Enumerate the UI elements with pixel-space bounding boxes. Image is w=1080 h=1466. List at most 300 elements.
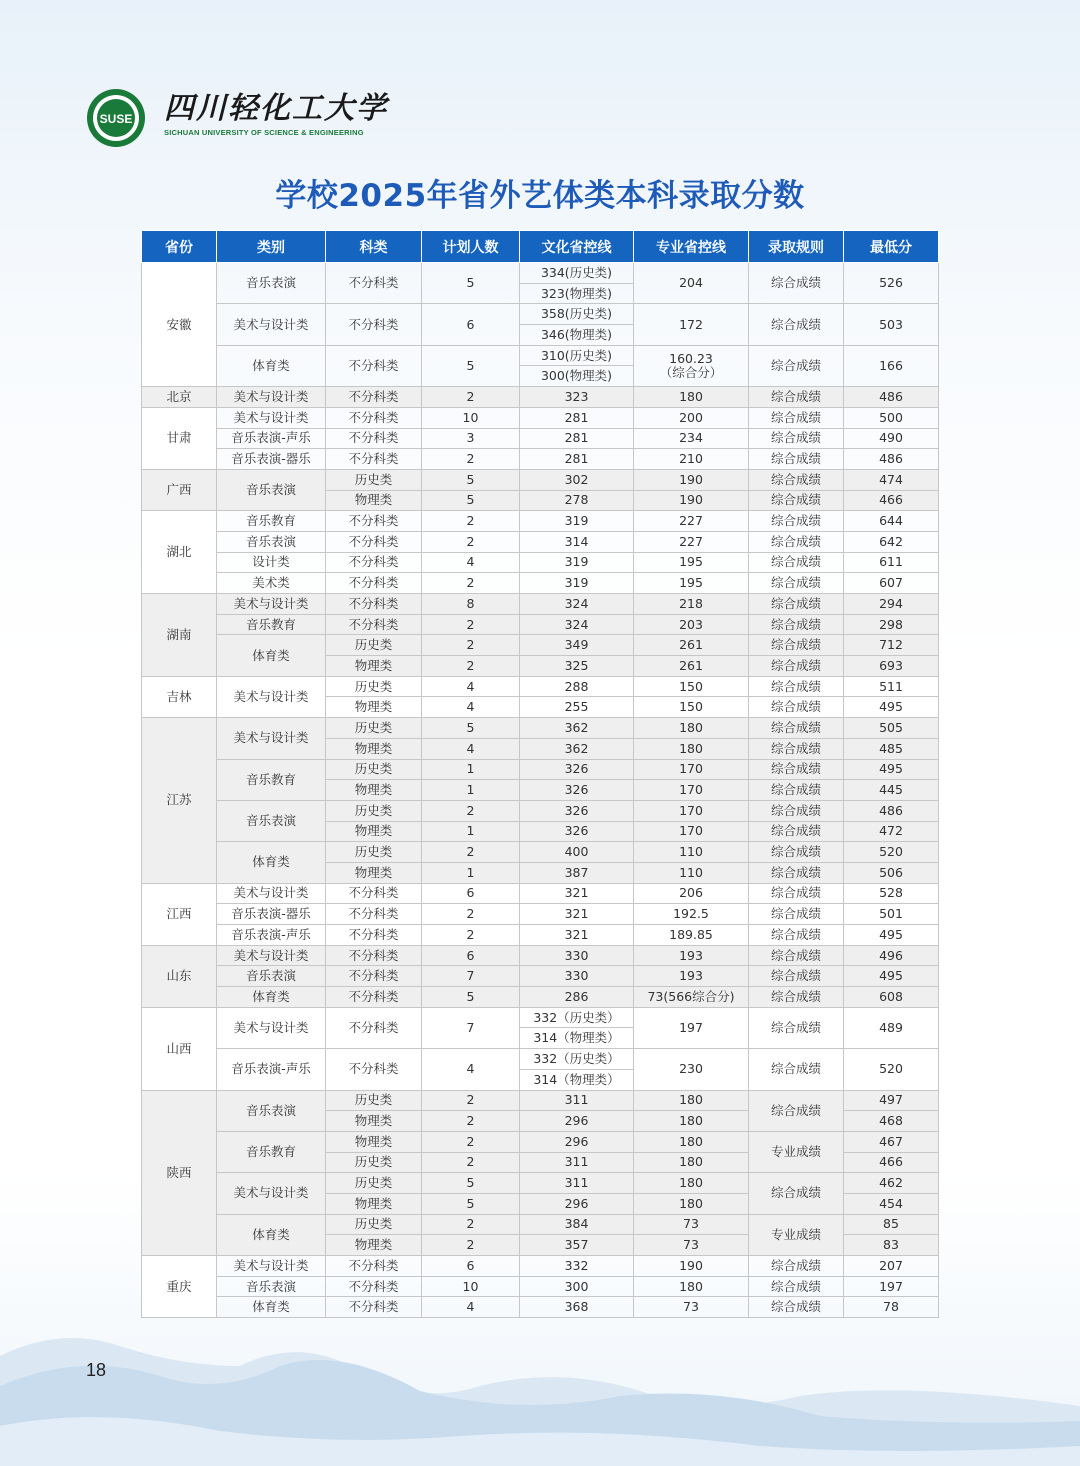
table-cell: 2	[422, 842, 520, 863]
table-row	[142, 345, 939, 366]
logo-mark-text: SUSE	[99, 112, 133, 126]
table-cell: 314	[520, 531, 634, 552]
table-row	[142, 1173, 939, 1194]
table-cell: 历史类	[326, 842, 422, 863]
table-cell: 综合成绩	[749, 345, 844, 386]
table-cell: 495	[844, 925, 939, 946]
table-row	[142, 676, 939, 697]
table-row	[142, 904, 939, 925]
table-cell: 197	[844, 1276, 939, 1297]
table-row	[142, 1214, 939, 1235]
table-cell: 319	[520, 511, 634, 532]
table-cell: 不分科类	[326, 966, 422, 987]
table-cell: 526	[844, 263, 939, 304]
table-cell: 综合成绩	[749, 573, 844, 594]
table-cell: 170	[634, 759, 749, 780]
table-cell: 611	[844, 552, 939, 573]
table-cell: 3	[422, 428, 520, 449]
table-row	[142, 883, 939, 904]
university-seal-logo	[86, 88, 146, 148]
table-cell: 综合成绩	[749, 531, 844, 552]
table-cell: 180	[634, 1193, 749, 1214]
table-row	[142, 263, 939, 284]
table-cell: 体育类	[217, 1214, 326, 1255]
table-cell: 324	[520, 594, 634, 615]
table-cell: 8	[422, 594, 520, 615]
table-row	[142, 945, 939, 966]
table-cell: 4	[422, 676, 520, 697]
table-cell: 230	[634, 1049, 749, 1090]
table-row	[142, 925, 939, 946]
table-cell: 5	[422, 469, 520, 490]
table-cell: 综合成绩	[749, 428, 844, 449]
table-cell: 296	[520, 1111, 634, 1132]
table-cell: 综合成绩	[749, 904, 844, 925]
province-cell: 吉林	[142, 676, 217, 717]
table-cell: 520	[844, 842, 939, 863]
table-cell: 332（历史类）	[520, 1049, 634, 1070]
table-cell: 音乐表演-声乐	[217, 1049, 326, 1090]
province-cell: 山东	[142, 945, 217, 1007]
table-cell: 综合成绩	[749, 511, 844, 532]
table-cell: 历史类	[326, 1214, 422, 1235]
table-cell: 255	[520, 697, 634, 718]
table-cell: 2	[422, 1235, 520, 1256]
table-cell: 音乐表演	[217, 469, 326, 510]
table-cell: 400	[520, 842, 634, 863]
university-name-cn: 四川轻化工大学	[164, 91, 388, 126]
table-cell: 2	[422, 1214, 520, 1235]
table-cell: 综合成绩	[749, 925, 844, 946]
page-title: 学校2025年省外艺体类本科录取分数	[275, 178, 805, 214]
table-cell: 326	[520, 821, 634, 842]
province-cell: 山西	[142, 1007, 217, 1090]
table-cell: 323	[520, 387, 634, 408]
table-cell: 486	[844, 800, 939, 821]
table-cell: 美术与设计类	[217, 304, 326, 345]
table-cell: 体育类	[217, 345, 326, 386]
table-cell: 206	[634, 883, 749, 904]
table-cell: 5	[422, 718, 520, 739]
table-cell: 不分科类	[326, 345, 422, 386]
table-cell: 4	[422, 738, 520, 759]
table-cell: 物理类	[326, 490, 422, 511]
table-cell: 445	[844, 780, 939, 801]
table-cell: 7	[422, 966, 520, 987]
table-cell: 193	[634, 966, 749, 987]
table-cell: 496	[844, 945, 939, 966]
table-row	[142, 428, 939, 449]
table-cell: 物理类	[326, 821, 422, 842]
table-cell: 495	[844, 759, 939, 780]
table-cell: 综合成绩	[749, 594, 844, 615]
table-cell: 358(历史类)	[520, 304, 634, 325]
table-row	[142, 511, 939, 532]
table-cell: 85	[844, 1214, 939, 1235]
col-header-culture-line: 文化省控线	[520, 231, 634, 263]
province-cell: 江苏	[142, 718, 217, 884]
table-cell: 495	[844, 966, 939, 987]
table-cell: 综合成绩	[749, 1007, 844, 1048]
table-cell: 物理类	[326, 1131, 422, 1152]
table-cell: 180	[634, 1173, 749, 1194]
table-cell: 170	[634, 821, 749, 842]
col-header-province: 省份	[142, 231, 217, 263]
table-cell: 历史类	[326, 800, 422, 821]
university-name-en: SICHUAN UNIVERSITY OF SCIENCE & ENGINEERING	[164, 128, 364, 137]
col-header-admission-rule: 录取规则	[749, 231, 844, 263]
table-cell: 346(物理类)	[520, 325, 634, 346]
table-cell: 不分科类	[326, 904, 422, 925]
table-cell: 110	[634, 842, 749, 863]
table-cell: 332（历史类）	[520, 1007, 634, 1028]
table-cell: 326	[520, 800, 634, 821]
table-cell: 不分科类	[326, 428, 422, 449]
province-cell: 广西	[142, 469, 217, 510]
table-row	[142, 1007, 939, 1028]
table-cell: 综合成绩	[749, 697, 844, 718]
table-cell: 综合成绩	[749, 1090, 844, 1131]
table-cell: 321	[520, 925, 634, 946]
table-cell: 334(历史类)	[520, 263, 634, 284]
table-row	[142, 614, 939, 635]
table-cell: 不分科类	[326, 387, 422, 408]
table-cell: 503	[844, 304, 939, 345]
table-cell: 4	[422, 1297, 520, 1318]
table-row	[142, 635, 939, 656]
table-cell: 美术与设计类	[217, 387, 326, 408]
table-cell: 281	[520, 449, 634, 470]
table-cell: 物理类	[326, 862, 422, 883]
table-cell: 207	[844, 1256, 939, 1277]
table-cell: 210	[634, 449, 749, 470]
table-cell: 218	[634, 594, 749, 615]
table-cell: 281	[520, 407, 634, 428]
table-cell: 不分科类	[326, 1007, 422, 1048]
table-cell: 326	[520, 780, 634, 801]
table-cell: 体育类	[217, 987, 326, 1008]
table-cell: 288	[520, 676, 634, 697]
table-cell: 501	[844, 904, 939, 925]
table-cell: 音乐表演-声乐	[217, 925, 326, 946]
col-header-major-line: 专业省控线	[634, 231, 749, 263]
table-cell: 2	[422, 449, 520, 470]
table-cell: 712	[844, 635, 939, 656]
table-cell: 综合成绩	[749, 387, 844, 408]
table-cell: 综合成绩	[749, 449, 844, 470]
table-cell: 2	[422, 1131, 520, 1152]
table-cell: 历史类	[326, 676, 422, 697]
table-cell: 综合成绩	[749, 1173, 844, 1214]
table-cell: 不分科类	[326, 1276, 422, 1297]
table-cell: 300(物理类)	[520, 366, 634, 387]
table-cell: 511	[844, 676, 939, 697]
table-cell: 78	[844, 1297, 939, 1318]
table-cell: 474	[844, 469, 939, 490]
table-cell: 314（物理类）	[520, 1069, 634, 1090]
table-cell: 历史类	[326, 1152, 422, 1173]
table-cell: 190	[634, 490, 749, 511]
table-cell: 490	[844, 428, 939, 449]
table-cell: 不分科类	[326, 263, 422, 304]
page-number: 18	[86, 1360, 107, 1380]
table-row	[142, 842, 939, 863]
table-cell: 180	[634, 387, 749, 408]
table-row	[142, 1131, 939, 1152]
table-body	[142, 263, 939, 1318]
table-cell: 音乐表演-器乐	[217, 904, 326, 925]
table-cell: 综合成绩	[749, 821, 844, 842]
table-row	[142, 594, 939, 615]
table-cell: 综合成绩	[749, 490, 844, 511]
table-cell: 不分科类	[326, 925, 422, 946]
table-cell: 608	[844, 987, 939, 1008]
table-cell: 325	[520, 656, 634, 677]
table-cell: 166	[844, 345, 939, 386]
table-cell: 486	[844, 449, 939, 470]
table-cell: 261	[634, 635, 749, 656]
table-cell: 83	[844, 1235, 939, 1256]
table-cell: 190	[634, 1256, 749, 1277]
table-cell: 323(物理类)	[520, 283, 634, 304]
table-cell: 音乐表演-声乐	[217, 428, 326, 449]
table-cell: 音乐表演-器乐	[217, 449, 326, 470]
table-cell: 150	[634, 697, 749, 718]
table-cell: 286	[520, 987, 634, 1008]
table-cell: 500	[844, 407, 939, 428]
table-cell: 357	[520, 1235, 634, 1256]
table-cell: 历史类	[326, 1090, 422, 1111]
table-cell: 综合成绩	[749, 718, 844, 739]
table-cell: 296	[520, 1131, 634, 1152]
table-cell: 200	[634, 407, 749, 428]
table-cell: 10	[422, 1276, 520, 1297]
province-cell: 北京	[142, 387, 217, 408]
table-cell: 不分科类	[326, 304, 422, 345]
table-cell: 180	[634, 738, 749, 759]
table-cell: 2	[422, 573, 520, 594]
table-cell: 110	[634, 862, 749, 883]
table-cell: 190	[634, 469, 749, 490]
table-cell: 音乐表演	[217, 800, 326, 841]
table-row	[142, 966, 939, 987]
table-cell: 不分科类	[326, 1256, 422, 1277]
table-cell: 6	[422, 883, 520, 904]
table-cell: 472	[844, 821, 939, 842]
table-cell: 2	[422, 925, 520, 946]
table-cell: 294	[844, 594, 939, 615]
table-cell: 美术与设计类	[217, 407, 326, 428]
table-cell: 368	[520, 1297, 634, 1318]
table-cell: 综合成绩	[749, 842, 844, 863]
table-cell: 不分科类	[326, 531, 422, 552]
table-cell: 362	[520, 718, 634, 739]
table-cell: 10	[422, 407, 520, 428]
table-cell: 180	[634, 1090, 749, 1111]
table-cell: 1	[422, 862, 520, 883]
table-cell: 不分科类	[326, 987, 422, 1008]
table-cell: 311	[520, 1090, 634, 1111]
col-header-subject: 科类	[326, 231, 422, 263]
table-cell: 综合成绩	[749, 1276, 844, 1297]
table-row	[142, 800, 939, 821]
table-cell: 298	[844, 614, 939, 635]
table-cell: 综合成绩	[749, 966, 844, 987]
table-cell: 物理类	[326, 738, 422, 759]
table-cell: 音乐表演	[217, 1276, 326, 1297]
table-cell: 311	[520, 1173, 634, 1194]
table-cell: 495	[844, 697, 939, 718]
table-cell: 73	[634, 1235, 749, 1256]
table-cell: 73(566综合分)	[634, 987, 749, 1008]
table-cell: 5	[422, 490, 520, 511]
table-cell: 2	[422, 531, 520, 552]
table-cell: 193	[634, 945, 749, 966]
table-cell: 2	[422, 635, 520, 656]
table-cell: 2	[422, 1111, 520, 1132]
table-cell: 197	[634, 1007, 749, 1048]
table-cell: 历史类	[326, 1173, 422, 1194]
table-cell: 195	[634, 573, 749, 594]
table-cell: 5	[422, 345, 520, 386]
table-cell: 2	[422, 387, 520, 408]
table-cell: 302	[520, 469, 634, 490]
table-cell: 音乐教育	[217, 614, 326, 635]
table-cell: 历史类	[326, 759, 422, 780]
province-cell: 湖南	[142, 594, 217, 677]
table-cell: 音乐表演	[217, 263, 326, 304]
table-cell: 349	[520, 635, 634, 656]
table-cell: 物理类	[326, 1235, 422, 1256]
table-cell: 4	[422, 552, 520, 573]
table-cell: 综合成绩	[749, 676, 844, 697]
table-cell: 1	[422, 780, 520, 801]
table-cell: 美术与设计类	[217, 1173, 326, 1214]
table-cell: 189.85	[634, 925, 749, 946]
mountain-background	[0, 1296, 1080, 1466]
table-cell: 387	[520, 862, 634, 883]
table-cell: 不分科类	[326, 552, 422, 573]
table-cell: 物理类	[326, 697, 422, 718]
table-row	[142, 387, 939, 408]
table-cell: 音乐表演	[217, 531, 326, 552]
table-row	[142, 1276, 939, 1297]
table-cell: 物理类	[326, 1193, 422, 1214]
table-cell: 300	[520, 1276, 634, 1297]
table-cell: 203	[634, 614, 749, 635]
table-row	[142, 573, 939, 594]
table-cell: 2	[422, 511, 520, 532]
table-cell: 204	[634, 263, 749, 304]
table-cell: 不分科类	[326, 614, 422, 635]
province-cell: 重庆	[142, 1256, 217, 1318]
table-cell: 综合成绩	[749, 304, 844, 345]
table-cell: 不分科类	[326, 883, 422, 904]
table-cell: 311	[520, 1152, 634, 1173]
table-cell: 综合成绩	[749, 883, 844, 904]
table-cell: 160.23 （综合分）	[634, 345, 749, 386]
table-cell: 468	[844, 1111, 939, 1132]
table-cell: 物理类	[326, 780, 422, 801]
table-cell: 综合成绩	[749, 759, 844, 780]
table-cell: 310(历史类)	[520, 345, 634, 366]
table-cell: 物理类	[326, 1111, 422, 1132]
table-cell: 不分科类	[326, 594, 422, 615]
table-cell: 不分科类	[326, 449, 422, 470]
table-cell: 综合成绩	[749, 780, 844, 801]
table-cell: 不分科类	[326, 1049, 422, 1090]
table-cell: 5	[422, 1173, 520, 1194]
table-cell: 180	[634, 1131, 749, 1152]
table-cell: 319	[520, 573, 634, 594]
table-cell: 5	[422, 1193, 520, 1214]
table-cell: 195	[634, 552, 749, 573]
table-row	[142, 1049, 939, 1070]
table-cell: 美术与设计类	[217, 676, 326, 717]
table-cell: 4	[422, 697, 520, 718]
table-cell: 综合成绩	[749, 738, 844, 759]
table-cell: 227	[634, 531, 749, 552]
table-cell: 综合成绩	[749, 945, 844, 966]
table-cell: 不分科类	[326, 511, 422, 532]
table-row	[142, 552, 939, 573]
table-row	[142, 1256, 939, 1277]
table-cell: 综合成绩	[749, 656, 844, 677]
table-cell: 170	[634, 800, 749, 821]
table-cell: 5	[422, 987, 520, 1008]
province-cell: 湖北	[142, 511, 217, 594]
table-row	[142, 1297, 939, 1318]
table-cell: 历史类	[326, 718, 422, 739]
university-brand	[164, 92, 388, 137]
table-cell: 486	[844, 387, 939, 408]
table-cell: 278	[520, 490, 634, 511]
table-cell: 2	[422, 1152, 520, 1173]
table-cell: 319	[520, 552, 634, 573]
table-cell: 506	[844, 862, 939, 883]
table-cell: 美术与设计类	[217, 883, 326, 904]
table-cell: 528	[844, 883, 939, 904]
table-cell: 综合成绩	[749, 1297, 844, 1318]
table-cell: 73	[634, 1214, 749, 1235]
table-cell: 6	[422, 304, 520, 345]
table-row	[142, 407, 939, 428]
table-cell: 326	[520, 759, 634, 780]
table-cell: 综合成绩	[749, 614, 844, 635]
table-cell: 466	[844, 1152, 939, 1173]
table-cell: 330	[520, 945, 634, 966]
table-cell: 321	[520, 904, 634, 925]
table-cell: 2	[422, 1090, 520, 1111]
table-cell: 美术与设计类	[217, 1256, 326, 1277]
table-cell: 362	[520, 738, 634, 759]
table-cell: 180	[634, 1152, 749, 1173]
table-cell: 462	[844, 1173, 939, 1194]
table-cell: 不分科类	[326, 573, 422, 594]
table-header-row	[142, 231, 939, 263]
table-cell: 专业成绩	[749, 1214, 844, 1255]
table-cell: 454	[844, 1193, 939, 1214]
table-cell: 466	[844, 490, 939, 511]
province-cell: 江西	[142, 883, 217, 945]
table-cell: 2	[422, 800, 520, 821]
table-cell: 综合成绩	[749, 407, 844, 428]
table-cell: 467	[844, 1131, 939, 1152]
table-cell: 485	[844, 738, 939, 759]
table-cell: 6	[422, 945, 520, 966]
table-cell: 73	[634, 1297, 749, 1318]
table-cell: 音乐教育	[217, 759, 326, 800]
